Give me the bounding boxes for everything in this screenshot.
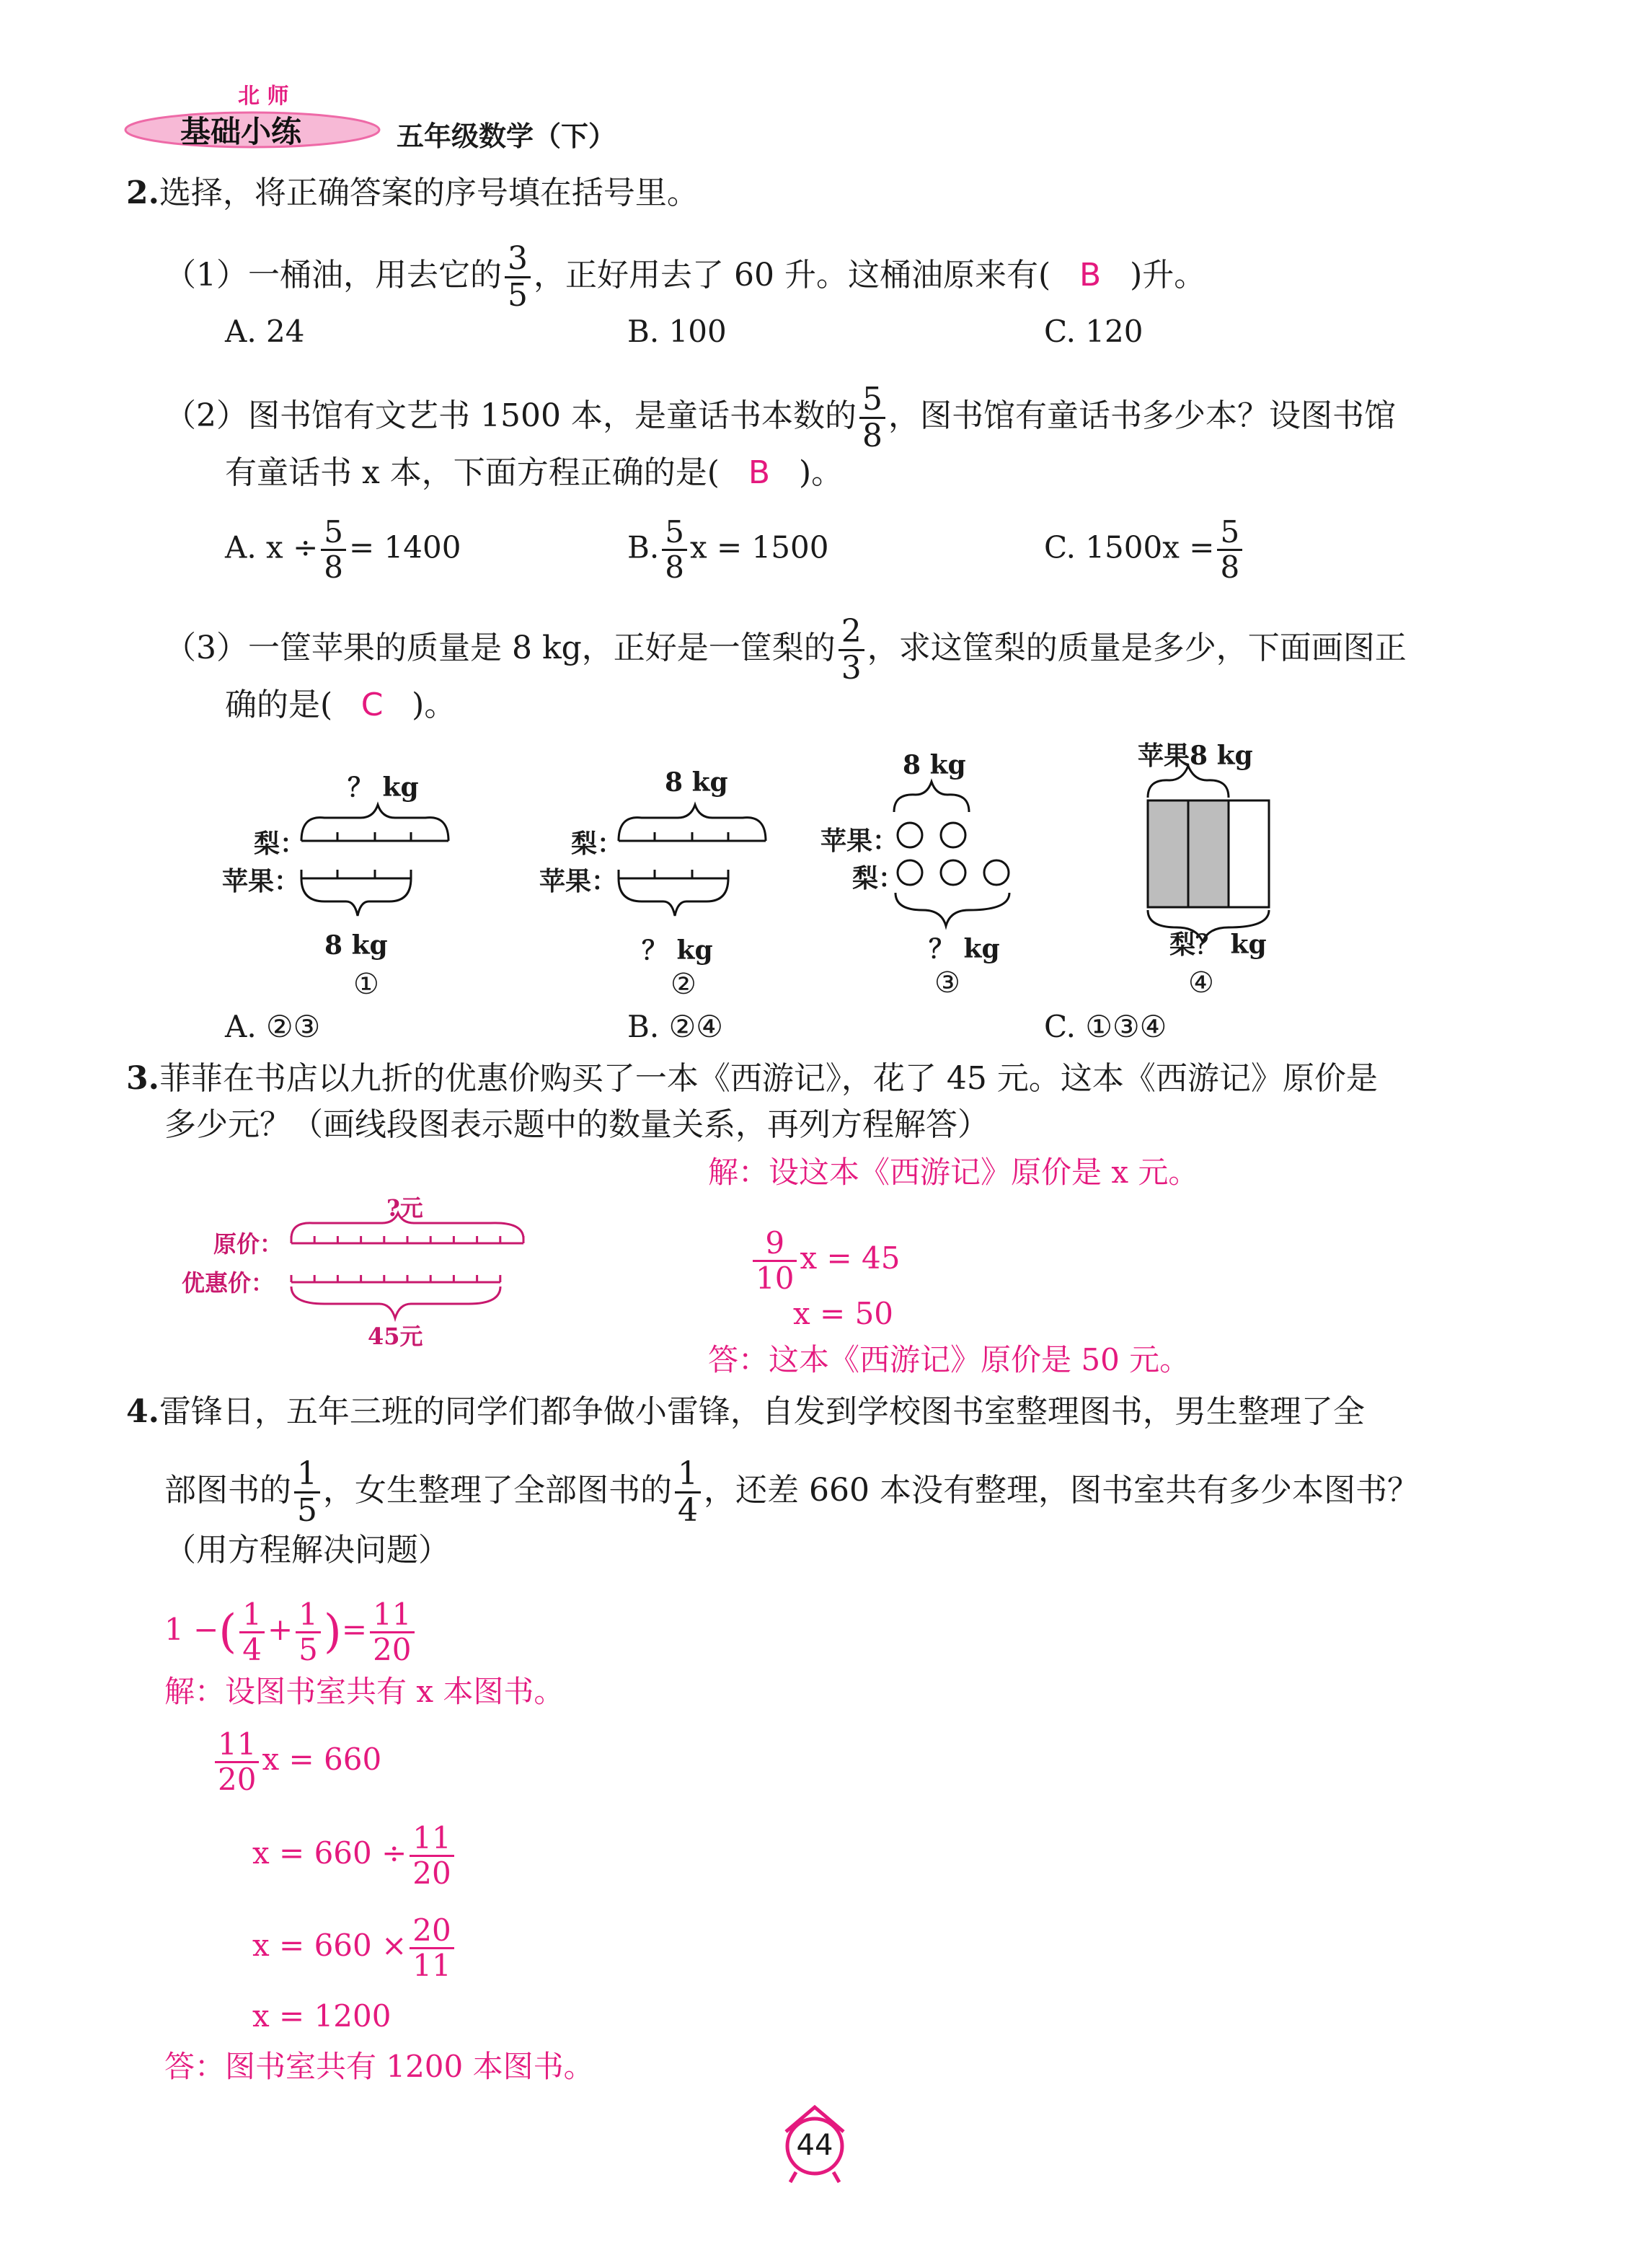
q2-3-option-b: B. ②④ [627, 1009, 723, 1044]
diagram-4-rect [1125, 728, 1298, 1002]
diagram-1-top-label: ？ kg [348, 772, 419, 803]
diagram-2-top-label: 8 kg [665, 767, 728, 798]
diagram-2-row2-label: 苹果： [539, 866, 618, 896]
header-series-name: 基础小练 [180, 114, 302, 149]
q2-3-fraction: $\frac{2}{3}$ [839, 614, 864, 686]
q4-calc: 1 −( $\frac{1}{4}$ + $\frac{1}{5}$ )= $\frac{11}{20}$ [164, 1594, 417, 1668]
q4-line2: 部图书的 $\frac{1}{5}$ ，女生整理了全部图书的 $\frac{1}{4}$ ，还差 660 本没有整理，图书室共有多少本图书？ [164, 1455, 1419, 1529]
q2-1-stem [164, 242, 1205, 313]
q4-eq3: x = 660 × $\frac{20}{11}$ [252, 1910, 457, 1982]
diagram-3-top-label: 8 kg [903, 750, 966, 780]
q2-3-line2-prefix: 确的是( [225, 687, 333, 723]
q2-3-stem-line2 [225, 684, 456, 727]
diagram-4-number: ④ [1188, 966, 1214, 1000]
diagram-4 [1125, 728, 1298, 1002]
diagram-1-bars [216, 757, 476, 1002]
q3-solution-answer: 答：这本《西游记》原价是 50 元。 [708, 1342, 1190, 1377]
q4-answer: 答：图书室共有 1200 本图书。 [164, 2049, 594, 2084]
q2-2-option-a: A. x ÷ $\frac{5}{8}$ = 1400 [225, 514, 461, 585]
q2-1-answer: B [1079, 257, 1102, 294]
q2-3-option-c: C. ①③④ [1044, 1009, 1167, 1044]
q2-1-fraction: $\frac{3}{5}$ [505, 242, 531, 313]
q2-2-stem-line1 [164, 382, 1396, 454]
q2-2-fraction: $\frac{5}{8}$ [859, 382, 885, 454]
q3-solution-let: 解：设这本《西游记》原价是 x 元。 [708, 1155, 1199, 1190]
q2-3-prefix: （3）一筐苹果的质量是 8 kg，正好是一筐梨的 [164, 630, 836, 666]
q2-heading [126, 172, 699, 215]
q2-2-option-b: B. $\frac{5}{8}$ x = 1500 [627, 514, 829, 585]
q3-diagram [173, 1183, 548, 1356]
diagram-1 [216, 757, 476, 1002]
q2-3-stem-line1 [164, 614, 1407, 686]
diagram-4-top-label: 苹果8 kg [1138, 741, 1253, 771]
q3-line2: 多少元？（画线段图表示题中的数量关系，再列方程解答） [164, 1106, 989, 1143]
q4-fraction-boys: $\frac{1}{5}$ [294, 1457, 320, 1528]
q4-number: 4. [126, 1393, 159, 1430]
q4-eq4: x = 1200 [252, 1998, 391, 2034]
q2-3-option-a: A. ②③ [225, 1009, 321, 1044]
page-number: 44 [796, 2129, 833, 2162]
q2-2-answer: B [748, 454, 771, 491]
diagram-3-number: ③ [934, 966, 960, 1000]
page-number-badge [771, 2100, 858, 2187]
q3-number: 3. [126, 1060, 159, 1097]
diagram-2-row1-label: 梨： [571, 829, 624, 859]
diagram-1-number: ① [353, 968, 379, 1001]
diagram-3-bottom-label: ？ kg [929, 934, 1000, 964]
header-grade: 五年级数学（下） [397, 120, 616, 152]
q2-2-line2-suffix: )。 [798, 454, 844, 491]
q4-let: 解：设图书室共有 x 本图书。 [164, 1674, 565, 1709]
diagram-1-row2-label: 苹果： [222, 866, 301, 896]
q4-eq1: $\frac{11}{20}$ x = 660 [212, 1724, 381, 1796]
q2-2-line2-prefix: 有童话书 x 本，下面方程正确的是( [225, 454, 720, 491]
q4-fraction-girls: $\frac{1}{4}$ [675, 1457, 701, 1528]
diagram-1-row1-label: 梨： [254, 829, 306, 859]
q2-2-prefix: （2）图书馆有文艺书 1500 本，是童话书本数的 [164, 397, 857, 434]
q2-2-suffix: ，图书馆有童话书多少本？设图书馆 [888, 397, 1396, 434]
q3-solution-eq1: $\frac{9}{10}$ x = 45 [750, 1219, 900, 1298]
diagram-2-bottom-label: ？ kg [642, 935, 713, 966]
header [123, 72, 642, 151]
header-series-top: 北 师 [238, 84, 289, 109]
q3-solution-eq2: x = 50 [793, 1296, 894, 1331]
diagram-3 [815, 743, 1031, 1002]
q2-1-option-c: C. 120 [1044, 314, 1143, 349]
diagram-3-row2-label: 梨： [852, 863, 905, 893]
q4-line3: （用方程解决问题） [164, 1532, 450, 1568]
q2-1-option-a: A. 24 [225, 314, 305, 349]
q3-diagram-bars [173, 1183, 548, 1356]
q3-line1: 3.菲菲在书店以九折的优惠价购买了一本《西游记》，花了 45 元。这本《西游记》原价是 [126, 1060, 1378, 1097]
q3-diagram-bottom-label: 45元 [368, 1323, 423, 1350]
diagram-4-bottom-label: 梨？ kg [1169, 930, 1267, 960]
q3-diagram-top-label: ?元 [386, 1194, 423, 1222]
q2-1-mid: ，正好用去了 60 升。这桶油原来有( [534, 257, 1051, 294]
diagram-3-row1-label: 苹果： [820, 826, 899, 856]
q2-3-line2-suffix: )。 [412, 687, 456, 723]
q4-line1: 4.雷锋日，五年三班的同学们都争做小雷锋，自发到学校图书室整理图书，男生整理了全 [126, 1393, 1365, 1430]
q2-3-suffix: ，求这筐梨的质量是多少，下面画图正 [867, 630, 1407, 666]
q3-diagram-row1-label: 原价： [213, 1230, 283, 1258]
q2-2-stem-line2 [225, 451, 843, 495]
diagram-2 [534, 757, 793, 1002]
q4-eq2: x = 660 ÷ $\frac{11}{20}$ [252, 1817, 457, 1890]
q3-diagram-row2-label: 优惠价： [182, 1269, 275, 1297]
q2-1-option-b: B. 100 [627, 314, 727, 349]
q2-title: 选择，将正确答案的序号填在括号里。 [159, 175, 699, 211]
diagram-1-bottom-label: 8 kg [324, 930, 388, 961]
q2-number: 2. [126, 175, 159, 211]
q2-3-answer: C [360, 687, 384, 723]
diagram-2-number: ② [671, 968, 696, 1001]
q2-1-prefix: （1）一桶油，用去它的 [164, 257, 502, 294]
q2-2-option-c: C. 1500x = $\frac{5}{8}$ [1044, 516, 1245, 584]
q2-1-suffix: )升。 [1130, 257, 1206, 294]
